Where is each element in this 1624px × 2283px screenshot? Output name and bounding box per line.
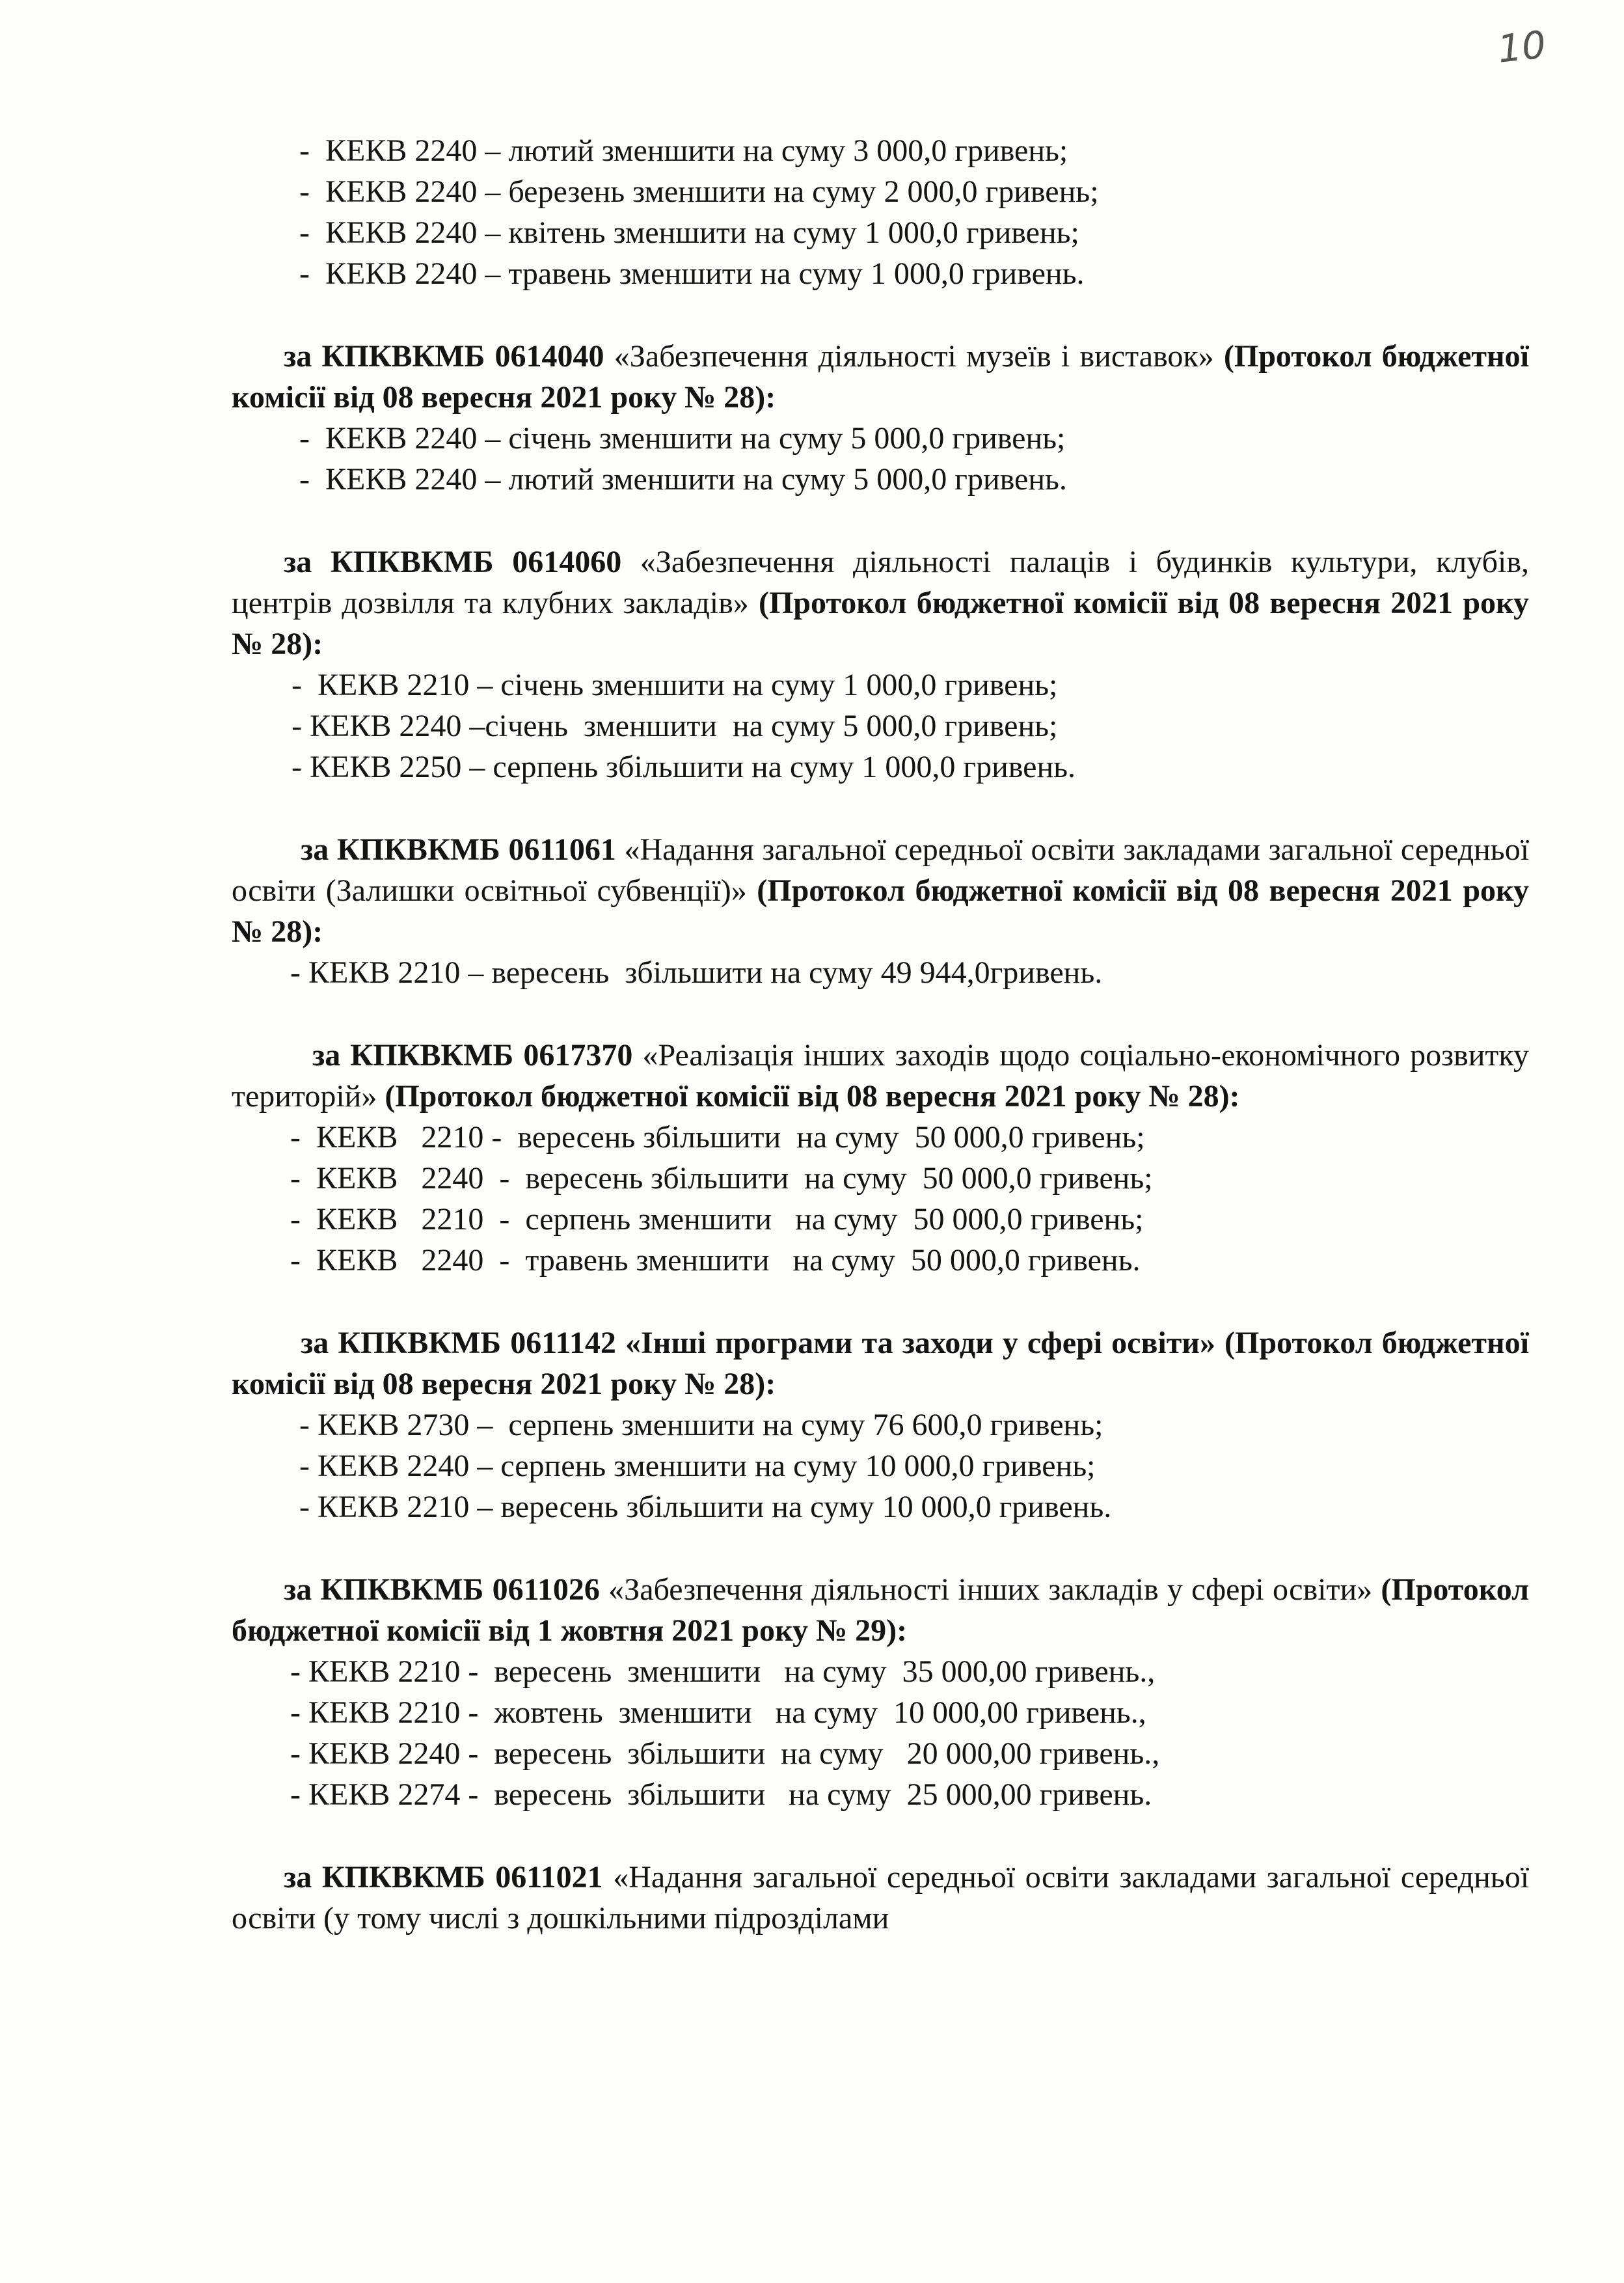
protocol-reference: (Протокол бюджетної комісії від 08 вересня 2021 року № 28): bbox=[232, 873, 1530, 949]
protocol-reference: (Протокол бюджетної комісії від 08 вересня 2021 року № 28): bbox=[232, 1326, 1529, 1401]
section-prefix: за bbox=[284, 339, 312, 374]
program-title: «Інші програми та заходи у сфері освіти» bbox=[625, 1326, 1215, 1360]
program-code: КПКВКМБ 0611061 bbox=[336, 832, 616, 867]
program-title: «Забезпечення діяльності палаців і будинків культури, клубів, центрів дозвілля та клубних закладів» bbox=[232, 545, 1530, 620]
item-list bbox=[232, 664, 1529, 787]
program-code: КПКВКМБ 0617370 bbox=[350, 1038, 633, 1073]
list-item: - КЕКВ 2240 – лютий зменшити на суму 5 000,0 гривень. bbox=[299, 462, 1067, 497]
budget-section bbox=[232, 1322, 1529, 1527]
list-item: - КЕКВ 2240 – квітень зменшити на суму 1 000,0 гривень; bbox=[299, 215, 1079, 250]
list-item: - КЕКВ 2240 – серпень зменшити на суму 10 000,0 гривень; bbox=[299, 1449, 1096, 1483]
program-code: КПКВКМБ 0614060 bbox=[330, 545, 622, 579]
program-title: «Надання загальної середньої освіти закладами загальної середньої освіти (Залишки освітньої субвенції)» bbox=[232, 832, 1530, 908]
list-item: - КЕКВ 2240 – лютий зменшити на суму 3 000,0 гривень; bbox=[299, 133, 1068, 168]
section-paragraph bbox=[232, 336, 1529, 418]
list-item: - КЕКВ 2210 – вересень збільшити на суму 10 000,0 гривень. bbox=[299, 1490, 1112, 1524]
list-item: - КЕКВ 2210 – січень зменшити на суму 1 000,0 гривень; bbox=[291, 668, 1058, 702]
list-item: - КЕКВ 2240 - травень зменшити на суму 50 000,0 гривень. bbox=[290, 1243, 1141, 1278]
list-item: - КЕКВ 2210 - жовтень зменшити на суму 10 000,00 гривень., bbox=[290, 1695, 1146, 1730]
list-item: - КЕКВ 2240 –січень зменшити на суму 5 000,0 гривень; bbox=[291, 709, 1058, 743]
section-paragraph bbox=[232, 1857, 1529, 1939]
program-code: КПКВКМБ 0611142 bbox=[338, 1326, 616, 1360]
section-prefix: за bbox=[301, 1326, 329, 1360]
section-prefix: за bbox=[312, 1038, 341, 1073]
list-item: - КЕКВ 2240 – січень зменшити на суму 5 000,0 гривень; bbox=[299, 421, 1066, 456]
program-code: КПКВКМБ 0614040 bbox=[321, 339, 604, 374]
list-item: - КЕКВ 2274 - вересень збільшити на суму 25 000,00 гривень. bbox=[290, 1777, 1152, 1812]
item-list bbox=[232, 1404, 1529, 1527]
program-title: «Надання загальної середньої освіти закладами загальної середньої освіти (у тому числі з дошкільними підрозділами bbox=[232, 1860, 1530, 1935]
section-paragraph bbox=[232, 1322, 1529, 1404]
top-list bbox=[232, 130, 1529, 294]
list-item: - КЕКВ 2730 – серпень зменшити на суму 76 600,0 гривень; bbox=[299, 1408, 1103, 1442]
item-list bbox=[232, 1651, 1529, 1815]
list-item: - КЕКВ 2240 – березень зменшити на суму 2 000,0 гривень; bbox=[299, 174, 1099, 209]
budget-section bbox=[232, 336, 1529, 500]
list-item: - КЕКВ 2240 – травень зменшити на суму 1 000,0 гривень. bbox=[299, 256, 1085, 291]
protocol-reference: (Протокол бюджетної комісії від 08 вересня 2021 року № 28): bbox=[232, 339, 1530, 415]
program-code: КПКВКМБ 0611026 bbox=[320, 1572, 600, 1607]
section-paragraph bbox=[232, 1035, 1529, 1117]
list-item: - КЕКВ 2240 - вересень збільшити на суму 20 000,00 гривень., bbox=[290, 1736, 1160, 1771]
protocol-reference: (Протокол бюджетної комісії від 1 жовтня 2021 року № 29): bbox=[232, 1572, 1530, 1648]
list-item: - КЕКВ 2210 - вересень збільшити на суму 50 000,0 гривень; bbox=[290, 1120, 1145, 1155]
list-item: - КЕКВ 2240 - вересень збільшити на суму 50 000,0 гривень; bbox=[290, 1161, 1153, 1196]
list-item: - КЕКВ 2210 - серпень зменшити на суму 50 000,0 гривень; bbox=[290, 1202, 1144, 1237]
section-prefix: за bbox=[284, 545, 312, 579]
item-list bbox=[232, 952, 1529, 993]
program-title: «Реалізація інших заходів щодо соціально-економічного розвитку територій» bbox=[232, 1038, 1530, 1114]
budget-section bbox=[232, 1035, 1529, 1281]
section-paragraph bbox=[232, 1569, 1529, 1651]
section-prefix: за bbox=[284, 1572, 312, 1607]
page-number: 10 bbox=[1495, 22, 1549, 72]
budget-section bbox=[232, 1857, 1529, 1939]
section-paragraph bbox=[232, 541, 1529, 664]
budget-section bbox=[232, 1569, 1529, 1815]
section-paragraph bbox=[232, 829, 1529, 952]
section-prefix: за bbox=[301, 832, 329, 867]
budget-section bbox=[232, 829, 1529, 993]
list-item: - КЕКВ 2210 - вересень зменшити на суму 35 000,00 гривень., bbox=[290, 1654, 1156, 1689]
list-item: - КЕКВ 2210 – вересень збільшити на суму 49 944,0гривень. bbox=[290, 955, 1103, 990]
program-code: КПКВКМБ 0611021 bbox=[321, 1860, 603, 1894]
section-prefix: за bbox=[284, 1860, 312, 1894]
budget-section bbox=[232, 541, 1529, 787]
program-title: «Забезпечення діяльності інших закладів у сфері освіти» bbox=[608, 1572, 1373, 1607]
item-list bbox=[232, 418, 1529, 500]
protocol-reference: (Протокол бюджетної комісії від 08 вересня 2021 року № 28): bbox=[232, 586, 1530, 661]
program-title: «Забезпечення діяльності музеїв і виставок» bbox=[614, 339, 1214, 374]
list-item: - КЕКВ 2250 – серпень збільшити на суму 1 000,0 гривень. bbox=[291, 750, 1076, 784]
document-body bbox=[232, 130, 1529, 1939]
item-list bbox=[232, 1117, 1529, 1281]
protocol-reference: (Протокол бюджетної комісії від 08 вересня 2021 року № 28): bbox=[385, 1079, 1240, 1114]
